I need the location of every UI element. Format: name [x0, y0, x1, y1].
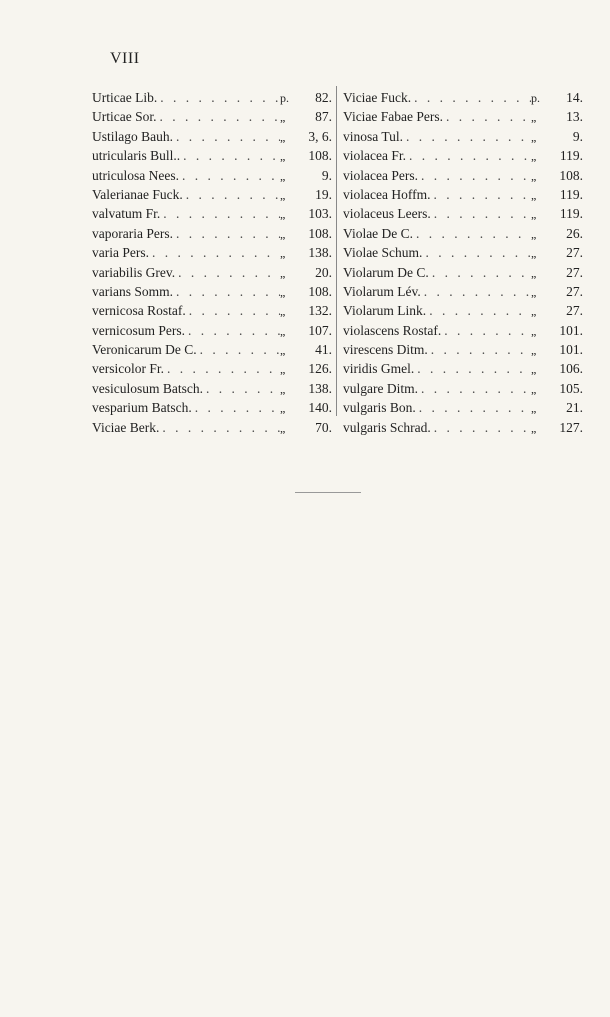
- dot-leader: [164, 361, 280, 377]
- entry-name: vaporaria Pers.: [92, 225, 173, 241]
- dot-leader: [179, 168, 280, 184]
- entry-name: Viciae Fabae Pers.: [343, 109, 444, 125]
- page-mark: „: [531, 129, 537, 144]
- dot-leader: [149, 245, 280, 261]
- index-entry: [92, 400, 332, 419]
- dot-leader: [418, 168, 531, 184]
- dot-leader: [156, 109, 280, 125]
- entry-name: Valerianae Fuck.: [92, 186, 183, 202]
- index-entry: [92, 420, 332, 439]
- dot-leader: [175, 265, 280, 281]
- entry-page: 127.: [559, 419, 583, 435]
- index-entry: [92, 90, 332, 109]
- entry-name: vulgaris Bon.: [343, 400, 416, 416]
- page-mark: „: [280, 304, 286, 319]
- entry-page: 119.: [559, 148, 583, 164]
- dot-leader: [429, 265, 531, 281]
- entry-page: 41.: [315, 342, 332, 358]
- page-mark: „: [280, 343, 286, 358]
- end-rule: [295, 492, 361, 493]
- index-entry: [343, 342, 583, 361]
- entry-name: Ustilago Bauh.: [92, 128, 173, 144]
- index-entry: [92, 265, 332, 284]
- page-mark: „: [280, 207, 286, 222]
- index-entry: [92, 284, 332, 303]
- index-entry: [343, 90, 583, 109]
- index-entry: [343, 109, 583, 128]
- dot-leader: [183, 187, 280, 203]
- dot-leader: [173, 284, 280, 300]
- entry-name: violacea Fr.: [343, 148, 406, 164]
- entry-page: 119.: [559, 206, 583, 222]
- dot-leader: [203, 381, 280, 397]
- entry-page: 140.: [308, 400, 332, 416]
- entry-page: 21.: [566, 400, 583, 416]
- page-mark: „: [280, 381, 286, 396]
- dot-leader: [411, 90, 531, 106]
- entry-page: 87.: [315, 109, 332, 125]
- index-column-left: [92, 90, 332, 439]
- entry-name: viridis Gmel.: [343, 361, 415, 377]
- index-entry: [92, 109, 332, 128]
- index-entry: [92, 361, 332, 380]
- page-mark: „: [280, 149, 286, 164]
- entry-name: Viciae Fuck.: [343, 90, 412, 105]
- page-mark: „: [531, 343, 537, 358]
- dot-leader: [418, 381, 531, 397]
- index-entry: [92, 303, 332, 322]
- index-entry: [343, 245, 583, 264]
- entry-page: 14.: [566, 90, 583, 105]
- index-entry: [343, 284, 583, 303]
- index-entry: [343, 206, 583, 225]
- index-entry: [343, 361, 583, 380]
- dot-leader: [160, 206, 280, 222]
- page-mark: p.: [280, 91, 289, 105]
- entry-page: 19.: [315, 186, 332, 202]
- entry-page: 119.: [559, 186, 583, 202]
- index-entry: [92, 323, 332, 342]
- column-divider: [336, 86, 337, 416]
- entry-page: 106.: [559, 361, 583, 377]
- entry-page: 26.: [566, 225, 583, 241]
- index-entry: [343, 323, 583, 342]
- entry-name: Urticae Sor.: [92, 109, 157, 125]
- dot-leader: [431, 206, 531, 222]
- page-mark: „: [531, 362, 537, 377]
- entry-name: vernicosum Pers.: [92, 322, 185, 338]
- entry-name: valvatum Fr.: [92, 206, 161, 222]
- dot-leader: [173, 226, 280, 242]
- page-mark: „: [280, 284, 286, 299]
- entry-page: 101.: [559, 342, 583, 358]
- page-mark: p.: [531, 91, 540, 105]
- entry-page: 27.: [566, 303, 583, 319]
- page-mark: „: [531, 381, 537, 396]
- entry-page: 13.: [566, 109, 583, 125]
- entry-name: violacea Pers.: [343, 167, 418, 183]
- entry-page: 108.: [308, 283, 332, 299]
- entry-name: virescens Ditm.: [343, 342, 428, 358]
- page-mark: „: [531, 149, 537, 164]
- entry-page: 138.: [308, 380, 332, 396]
- dot-leader: [197, 342, 280, 358]
- entry-page: 9.: [321, 167, 332, 183]
- entry-page: 82.: [315, 90, 332, 105]
- entry-page: 3, 6.: [308, 128, 332, 144]
- entry-name: varia Pers.: [92, 245, 149, 261]
- dot-leader: [406, 148, 531, 164]
- page-mark: „: [280, 265, 286, 280]
- dot-leader: [441, 323, 531, 339]
- entry-page: 27.: [566, 245, 583, 261]
- index-entry: [92, 206, 332, 225]
- page-mark: „: [531, 323, 537, 338]
- entry-page: 9.: [572, 128, 583, 144]
- dot-leader: [421, 284, 531, 300]
- page-mark: „: [531, 401, 537, 416]
- page-mark: „: [280, 401, 286, 416]
- dot-leader: [414, 361, 531, 377]
- page-mark: „: [280, 362, 286, 377]
- entry-name: vulgaris Schrad.: [343, 419, 431, 435]
- dot-leader: [431, 420, 531, 436]
- entry-page: 108.: [308, 225, 332, 241]
- page-mark: „: [531, 226, 537, 241]
- index-entry: [343, 187, 583, 206]
- entry-name: vernicosa Rostaf.: [92, 303, 186, 319]
- index-entry: [343, 168, 583, 187]
- dot-leader: [422, 245, 531, 261]
- entry-page: 107.: [308, 322, 332, 338]
- dot-leader: [430, 187, 531, 203]
- entry-name: vulgare Ditm.: [343, 380, 418, 396]
- page-mark: „: [280, 110, 286, 125]
- index-entry: [343, 420, 583, 439]
- index-entry: [343, 381, 583, 400]
- entry-name: vinosa Tul.: [343, 128, 404, 144]
- entry-page: 70.: [315, 419, 332, 435]
- entry-page: 27.: [566, 283, 583, 299]
- entry-page: 108.: [308, 148, 332, 164]
- dot-leader: [428, 342, 531, 358]
- entry-page: 126.: [308, 361, 332, 377]
- entry-page: 103.: [308, 206, 332, 222]
- page-mark: „: [531, 246, 537, 261]
- entry-name: variabilis Grev.: [92, 264, 176, 280]
- page-mark: „: [280, 187, 286, 202]
- dot-leader: [192, 400, 280, 416]
- index-entry: [343, 303, 583, 322]
- index-entry: [343, 226, 583, 245]
- dot-leader: [416, 400, 531, 416]
- entry-name: Violarum Link.: [343, 303, 427, 319]
- entry-name: Violarum De C.: [343, 264, 429, 280]
- index-entry: [92, 148, 332, 167]
- index-entry: [343, 265, 583, 284]
- page-mark: „: [280, 226, 286, 241]
- page-mark: „: [280, 420, 286, 435]
- entry-name: violacea Hoffm.: [343, 186, 431, 202]
- dot-leader: [443, 109, 531, 125]
- dot-leader: [186, 303, 280, 319]
- dot-leader: [403, 129, 531, 145]
- dot-leader: [180, 148, 280, 164]
- index-entry: [92, 381, 332, 400]
- index-column-right: [343, 90, 583, 439]
- index-entry: [92, 129, 332, 148]
- entry-name: versicolor Fr.: [92, 361, 164, 377]
- page-mark: „: [280, 246, 286, 261]
- entry-name: violascens Rostaf.: [343, 322, 442, 338]
- page-mark: „: [280, 168, 286, 183]
- entry-page: 20.: [315, 264, 332, 280]
- entry-name: violaceus Leers.: [343, 206, 431, 222]
- entry-name: Urticae Lib.: [92, 90, 158, 105]
- entry-page: 105.: [559, 380, 583, 396]
- index-entry: [92, 168, 332, 187]
- index-entry: [92, 226, 332, 245]
- entry-name: Violarum Lév.: [343, 283, 421, 299]
- page-mark: „: [531, 110, 537, 125]
- entry-page: 132.: [308, 303, 332, 319]
- entry-name: varians Somm.: [92, 283, 173, 299]
- page-mark: „: [280, 129, 286, 144]
- page-mark: „: [531, 265, 537, 280]
- entry-page: 108.: [559, 167, 583, 183]
- entry-name: Violae De C.: [343, 225, 414, 241]
- page-mark: „: [531, 284, 537, 299]
- index-entry: [92, 342, 332, 361]
- dot-leader: [413, 226, 531, 242]
- entry-name: Veronicarum De C.: [92, 342, 197, 358]
- entry-page: 101.: [559, 322, 583, 338]
- entry-name: Violae Schum.: [343, 245, 423, 261]
- entry-name: utricularis Bull..: [92, 148, 181, 164]
- entry-page: 27.: [566, 264, 583, 280]
- page-mark: „: [280, 323, 286, 338]
- page-mark: „: [531, 187, 537, 202]
- entry-name: vesiculosum Batsch.: [92, 380, 203, 396]
- page-mark: „: [531, 168, 537, 183]
- page-mark: „: [531, 304, 537, 319]
- index-entry: [343, 148, 583, 167]
- entry-page: 138.: [308, 245, 332, 261]
- page-mark: „: [531, 207, 537, 222]
- page-mark: „: [531, 420, 537, 435]
- entry-name: utriculosa Nees.: [92, 167, 179, 183]
- index-entry: [343, 129, 583, 148]
- dot-leader: [157, 90, 280, 106]
- index-entry: [92, 187, 332, 206]
- dot-leader: [159, 420, 280, 436]
- entry-name: vesparium Batsch.: [92, 400, 192, 416]
- dot-leader: [173, 129, 280, 145]
- page-number: VIII: [110, 50, 140, 67]
- index-entry: [92, 245, 332, 264]
- dot-leader: [185, 323, 280, 339]
- entry-name: Viciae Berk.: [92, 419, 160, 435]
- index-entry: [343, 400, 583, 419]
- dot-leader: [426, 303, 531, 319]
